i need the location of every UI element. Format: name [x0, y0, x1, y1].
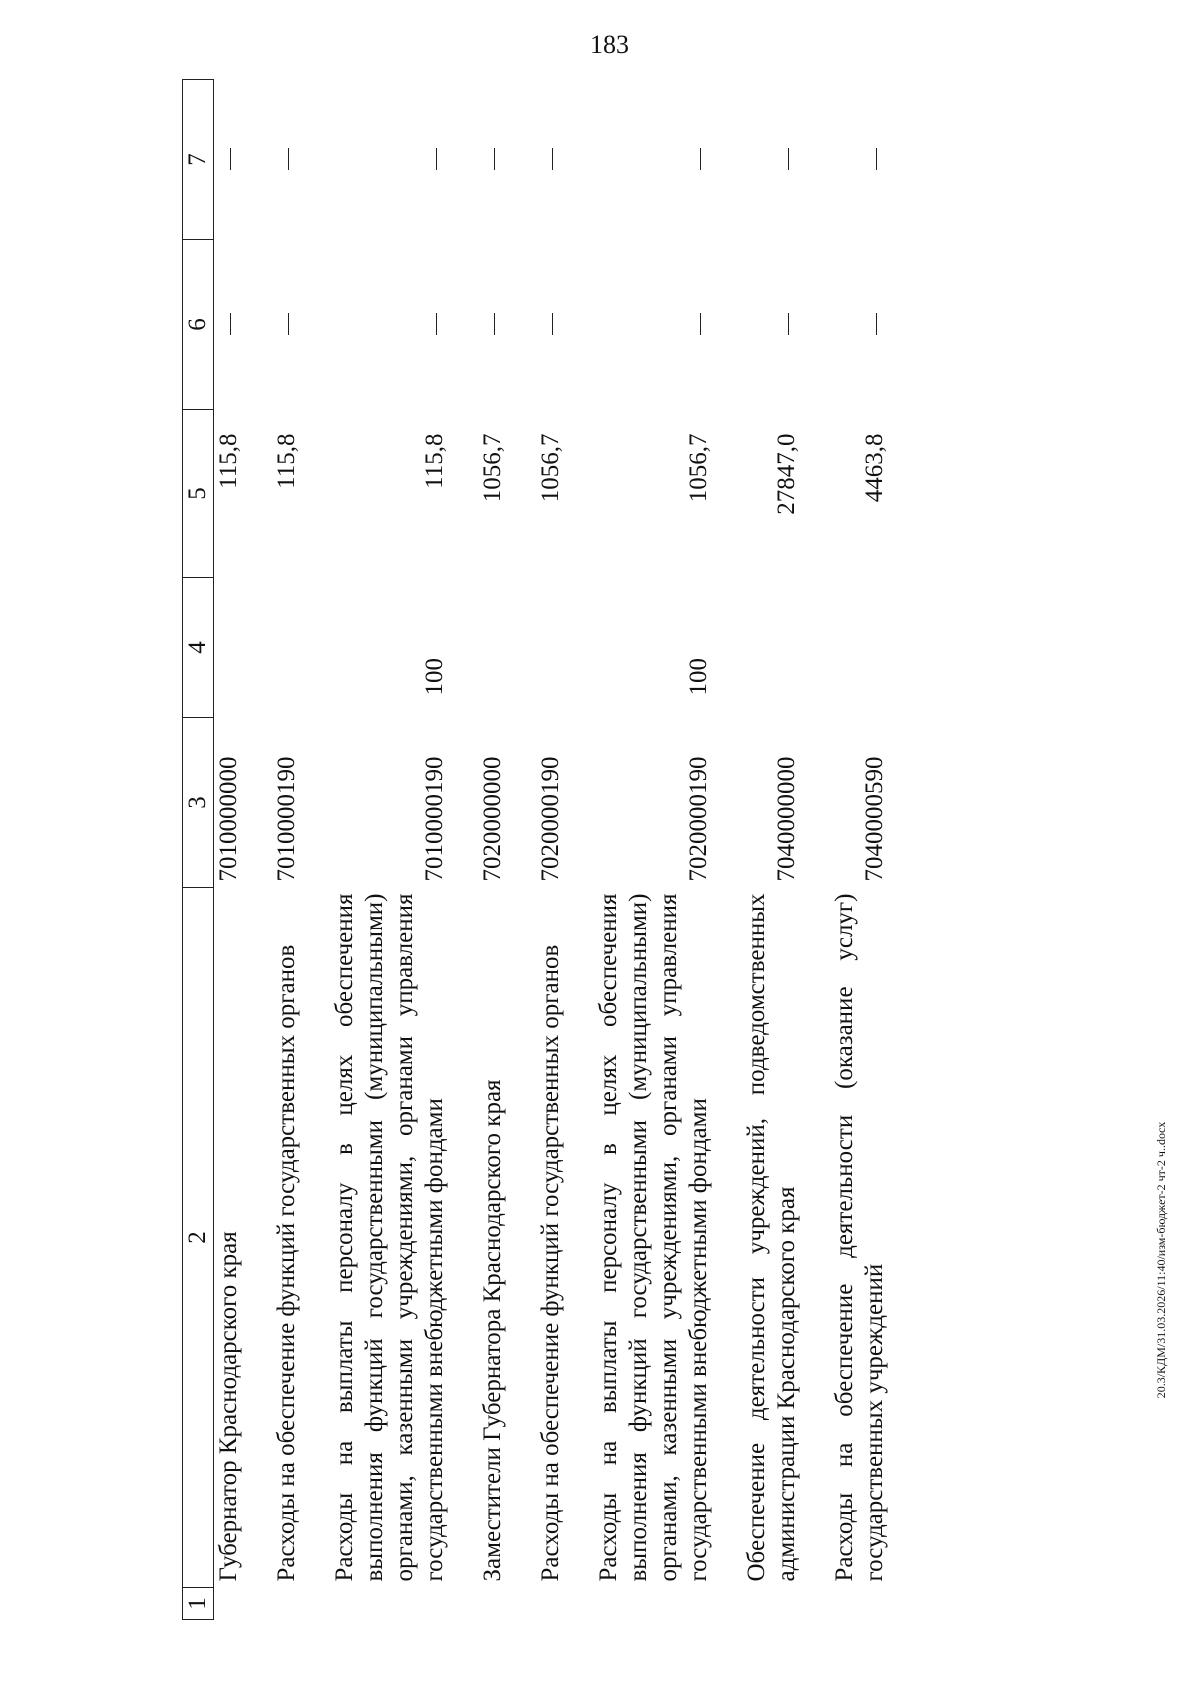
- cell-expense-type: [742, 578, 802, 718]
- cell-target-article: 7010000000: [215, 756, 242, 882]
- cell-name: Расходы на обеспечение функций государственных органов: [273, 944, 300, 1582]
- budget-table-wrapper: [182, 80, 1007, 1620]
- cell-col7: [478, 80, 508, 240]
- table-row: [830, 80, 890, 1620]
- cell-target-article: 7010000190: [273, 756, 300, 882]
- header-col-5: 5: [183, 410, 214, 578]
- table-row: [214, 80, 245, 1620]
- cell-target-article: 7010000190: [421, 756, 448, 882]
- dash-mark: [230, 314, 231, 336]
- cell-expense-type: [478, 578, 508, 718]
- cell-expense-type: [830, 578, 890, 718]
- table-header-row: [183, 80, 214, 1620]
- header-col-6: 6: [183, 240, 214, 410]
- header-col-1: 1: [183, 1588, 214, 1620]
- cell-name: Расходы на выплаты персоналу в целях обеспечения выполнения функций государственными (муниципальными) органами, казенными учреждениями, органами управления государственными внебюджетными фондами: [595, 893, 712, 1582]
- cell-code-1: [594, 1588, 714, 1620]
- table-row: [536, 80, 566, 1620]
- cell-col6: [330, 240, 450, 410]
- cell-col7: [594, 80, 714, 240]
- dash-mark: [552, 149, 553, 171]
- cell-code-1: [830, 1588, 890, 1620]
- page-number: 183: [590, 30, 629, 59]
- cell-target-article: 7020000190: [685, 756, 712, 882]
- cell-target-article: 7020000000: [479, 756, 506, 882]
- dash-mark: [494, 314, 495, 336]
- cell-col7: [330, 80, 450, 240]
- cell-amount: 1056,7: [537, 433, 564, 503]
- cell-expense-type: [214, 578, 245, 718]
- cell-name: Расходы на обеспечение деятельности (оказание услуг) государственных учреждений: [831, 893, 888, 1582]
- cell-amount: 115,8: [215, 433, 242, 489]
- cell-name: Расходы на выплаты персоналу в целях обеспечения выполнения функций государственными (муниципальными) органами, казенными учреждениями, органами управления государственными внебюджетными фондами: [331, 893, 448, 1582]
- dash-mark: [876, 314, 877, 336]
- cell-target-article: 7020000190: [537, 756, 564, 882]
- cell-amount: 1056,7: [685, 433, 712, 503]
- dash-mark: [288, 314, 289, 336]
- table-row: [272, 80, 302, 1620]
- table-row: [478, 80, 508, 1620]
- cell-col6: [214, 240, 245, 410]
- header-col-4: 4: [183, 578, 214, 718]
- cell-code-1: [214, 1588, 245, 1620]
- table-row: [594, 80, 714, 1620]
- cell-col7: [536, 80, 566, 240]
- header-col-7: 7: [183, 80, 214, 240]
- dash-mark: [876, 149, 877, 171]
- cell-amount: 27847,0: [773, 433, 800, 515]
- cell-code-1: [330, 1588, 450, 1620]
- cell-name: Губернатор Краснодарского края: [215, 1231, 242, 1582]
- cell-target-article: 7040000000: [773, 756, 800, 882]
- cell-code-1: [742, 1588, 802, 1620]
- budget-table: [182, 79, 890, 1620]
- cell-code-1: [272, 1588, 302, 1620]
- header-col-2: 2: [183, 888, 214, 1588]
- table-row: [330, 80, 450, 1620]
- cell-col6: [742, 240, 802, 410]
- table-row: [742, 80, 802, 1620]
- cell-col7: [742, 80, 802, 240]
- dash-mark: [788, 149, 789, 171]
- cell-expense-type: 100: [421, 658, 448, 696]
- cell-amount: 115,8: [421, 433, 448, 489]
- cell-col6: [594, 240, 714, 410]
- cell-name: Заместители Губернатора Краснодарского края: [479, 1079, 506, 1582]
- cell-amount: 4463,8: [861, 433, 888, 503]
- cell-name: Расходы на обеспечение функций государственных органов: [537, 944, 564, 1582]
- dash-mark: [700, 314, 701, 336]
- cell-col7: [272, 80, 302, 240]
- cell-col6: [830, 240, 890, 410]
- cell-col7: [214, 80, 245, 240]
- cell-col6: [536, 240, 566, 410]
- dash-mark: [552, 314, 553, 336]
- cell-code-1: [478, 1588, 508, 1620]
- dash-mark: [788, 314, 789, 336]
- cell-col6: [478, 240, 508, 410]
- document-footer: 20.3/КДМ/31.03.2026/11:40/изм-бюджет-2 чт-2 ч..docx: [1154, 1121, 1168, 1399]
- cell-target-article: 7040000590: [861, 756, 888, 882]
- cell-expense-type: [536, 578, 566, 718]
- cell-col7: [830, 80, 890, 240]
- cell-col6: [272, 240, 302, 410]
- cell-amount: 115,8: [273, 433, 300, 489]
- table-body: [214, 80, 891, 1620]
- dash-mark: [436, 314, 437, 336]
- cell-expense-type: [272, 578, 302, 718]
- cell-expense-type: 100: [685, 658, 712, 696]
- cell-code-1: [536, 1588, 566, 1620]
- dash-mark: [288, 149, 289, 171]
- dash-mark: [436, 149, 437, 171]
- cell-name: Обеспечение деятельности учреждений, подведомственных администрации Краснодарского края: [743, 893, 800, 1582]
- dash-mark: [494, 149, 495, 171]
- dash-mark: [230, 149, 231, 171]
- header-col-3: 3: [183, 718, 214, 888]
- dash-mark: [700, 149, 701, 171]
- cell-amount: 1056,7: [479, 433, 506, 503]
